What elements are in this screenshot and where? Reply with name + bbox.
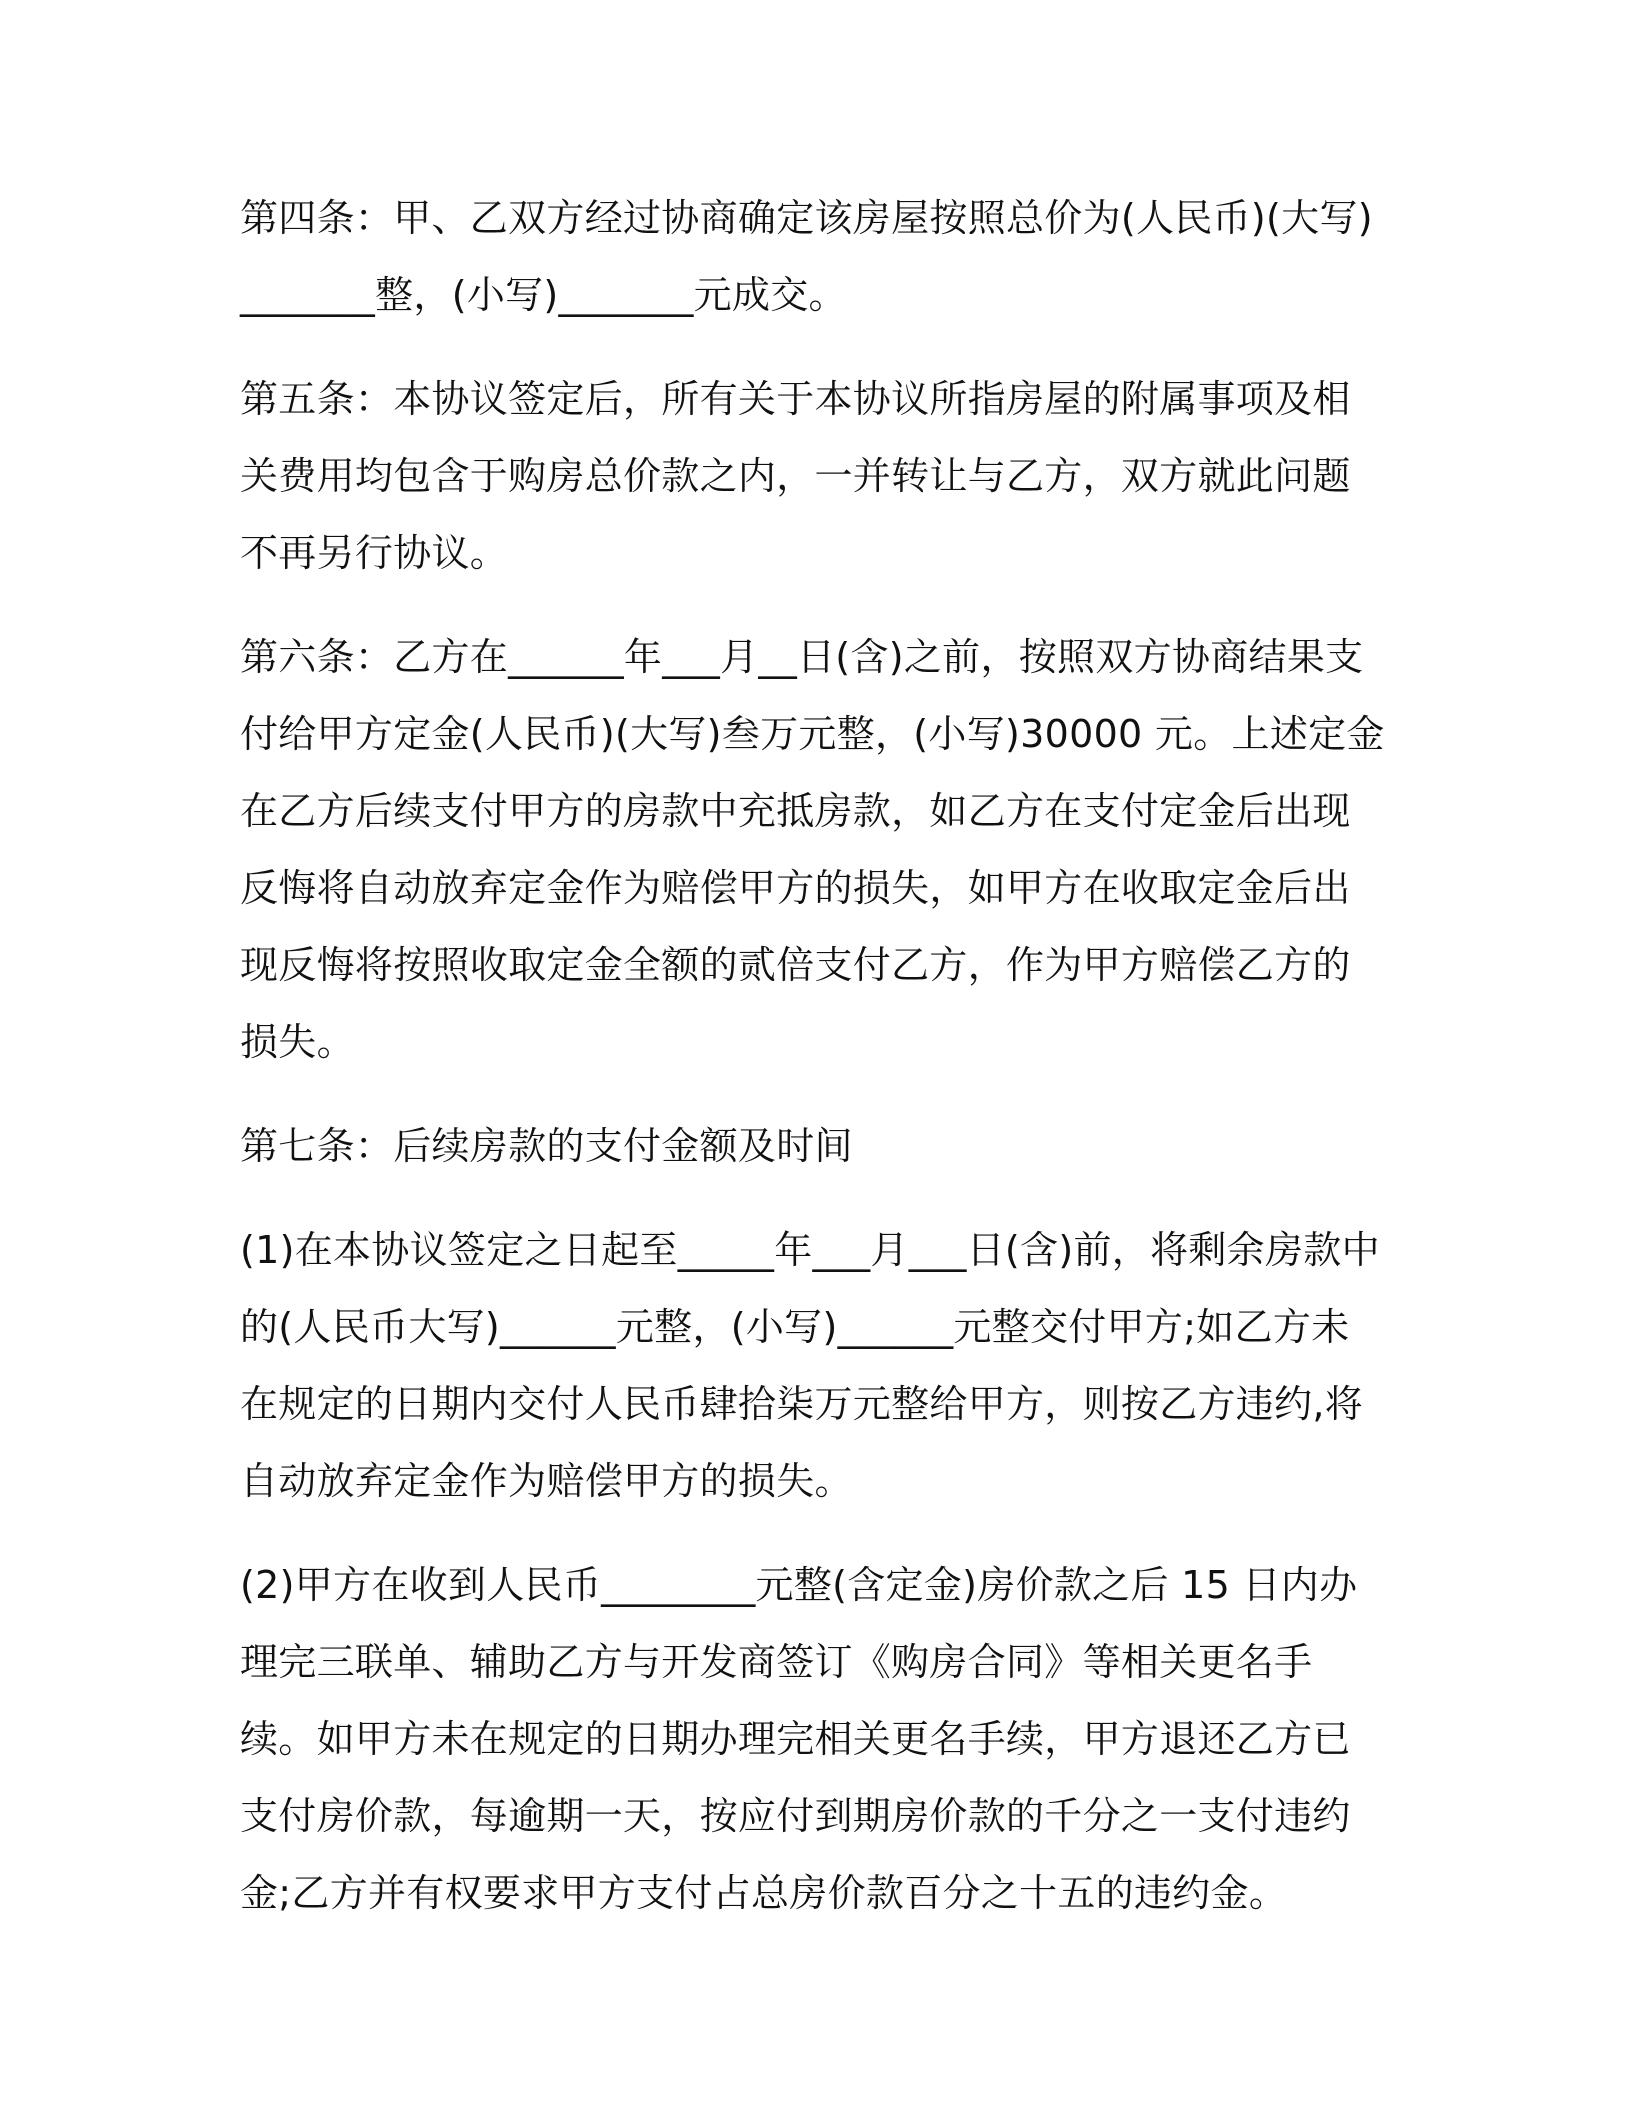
article-6-paragraph: 第六条：乙方在______年___月__日(含)之前，按照双方协商结果支付给甲方定金(人民币)(大写)叁万元整，(小写)30000 元。上述定金在乙方后续支付甲方的房款中充抵房款，如乙方在支付定金后出现反悔将自动放弃定金作为赔偿甲方的损失，如甲方在收取定金后出现反悔将按照收取定金全额的贰倍支付乙方，作为甲方赔偿乙方的损失。 [240, 635, 1385, 1064]
article-7-clause-2: (2)甲方在收到人民币________元整(含定金)房价款之后 15 日内办理完三联单、辅助乙方与开发商签订《购房合同》等相关更名手续。如甲方未在规定的日期办理完相关更名手续，甲方退还乙方已支付房价款，每逾期一天，按应付到期房价款的千分之一支付违约金;乙方并有权要求甲方支付占总房价款百分之十五的违约金。 [240, 1563, 1358, 1915]
document-body [240, 180, 1385, 1959]
article-7-heading: 第七条：后续房款的支付金额及时间 [240, 1124, 853, 1168]
article-7-clause-1: (1)在本协议签定之日起至_____年___月___日(含)前，将剩余房款中的(人民币大写)______元整，(小写)______元整交付甲方;如乙方未在规定的日期内交付人民币肆拾柒万元整给甲方，则按乙方违约,将自动放弃定金作为赔偿甲方的损失。 [240, 1228, 1380, 1503]
article-4-paragraph: 第四条：甲、乙双方经过协商确定该房屋按照总价为(人民币)(大写)_______整，(小写)_______元成交。 [240, 196, 1373, 317]
article-5-paragraph: 第五条：本协议签定后，所有关于本协议所指房屋的附属事项及相关费用均包含于购房总价款之内，一并转让与乙方，双方就此问题不再另行协议。 [240, 377, 1351, 575]
